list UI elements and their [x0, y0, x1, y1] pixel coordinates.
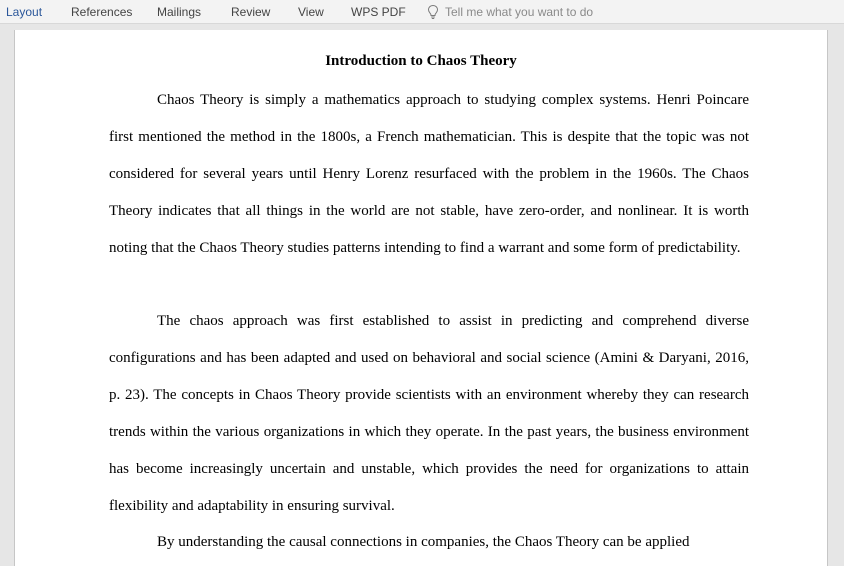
tab-references[interactable]: References — [71, 5, 133, 19]
tab-mailings[interactable]: Mailings — [157, 5, 202, 19]
document-workspace — [0, 24, 844, 566]
paragraph-2: The chaos approach was first established to assist in predicting and comprehend diverse configurations and has been adapted and used on behavioral and social science (Amini & Daryani, 2016, p. 23). The concepts in Chaos Theory provide scientists with an environment whereby they can research trends within the various organizations in which they operate. In the past years, the business environment has become increasingly uncertain and unstable, which provides the need for organizations to attain flexibility and adaptability in ensuring survival. — [109, 313, 749, 514]
lightbulb-icon — [426, 4, 440, 20]
tab-view[interactable]: View — [298, 5, 324, 19]
ribbon-tab-bar — [0, 0, 844, 24]
tab-layout[interactable]: Layout — [6, 5, 43, 19]
paragraph-1: Chaos Theory is simply a mathematics approach to studying complex systems. Henri Poincare first mentioned the method in the 1800s, a French mathematician. This is despite that the topic was not considered for several years until Henry Lorenz resurfaced with the problem in the 1960s. The Chaos Theory indicates that all things in the world are not stable, have zero-order, and nonlinear. It is worth noting that the Chaos Theory studies patterns intending to find a warrant and some form of predictability. — [109, 92, 749, 256]
tab-wps-pdf[interactable]: WPS PDF — [351, 5, 406, 19]
document-page[interactable] — [14, 30, 828, 566]
document-title: Introduction to Chaos Theory — [325, 53, 517, 69]
paragraph-3: By understanding the causal connections in companies, the Chaos Theory can be applied — [157, 534, 690, 550]
tab-review[interactable]: Review — [231, 5, 271, 19]
tell-me-placeholder: Tell me what you want to do — [445, 5, 594, 19]
